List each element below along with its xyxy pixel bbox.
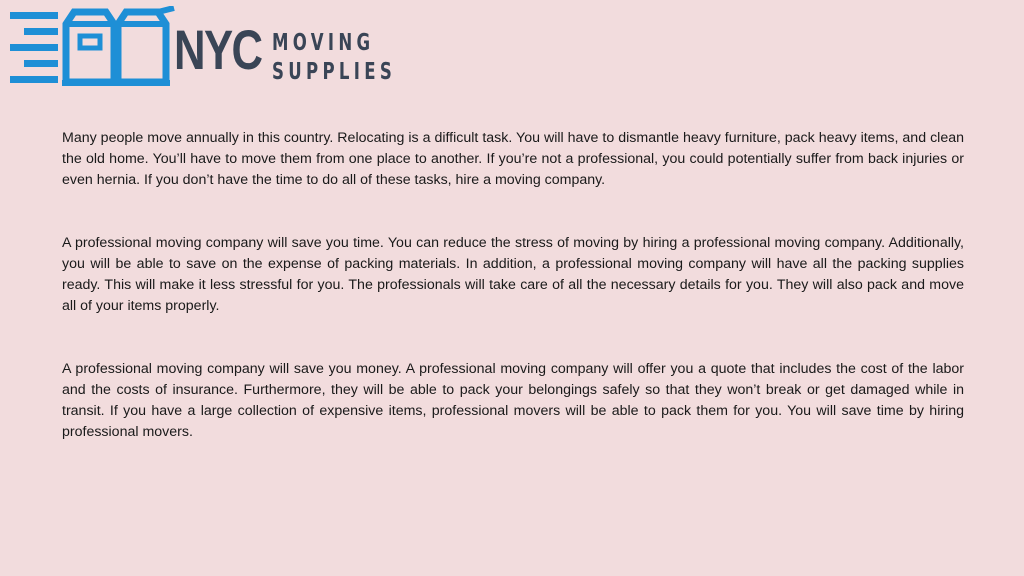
moving-boxes-icon [10, 6, 180, 88]
brand-name-line2: SUPPLIES [272, 59, 397, 85]
article-body [62, 128, 964, 443]
paragraph-2: A professional moving company will save you time. You can reduce the stress of moving by hiring a professional moving company. Additionally, you will be able to save on the expense of packing materials. In addition, a professional moving company will have all the packing supplies ready. This will make it less stressful for you. The professionals will take care of all the necessary details for you. They will also pack and move all of your items properly. [62, 235, 964, 314]
brand-name-line1: MOVING [272, 30, 375, 56]
brand-logo[interactable] [10, 6, 410, 88]
paragraph-1: Many people move annually in this country. Relocating is a difficult task. You will have to dismantle heavy furniture, pack heavy items, and clean the old home. You’ll have to move them from one place to another. If you’re not a professional, you could potentially suffer from back injuries or even hernia. If you don’t have the time to do all of these tasks, hire a moving company. [62, 130, 964, 188]
paragraph-3: A professional moving company will save you money. A professional moving company will offer you a quote that includes the cost of the labor and the costs of insurance. Furthermore, they will be able to pack your belongings safely so that they won’t break or get damaged while in transit. If you have a large collection of expensive items, professional movers will be able to pack them for you. You will save time by hiring professional movers. [62, 361, 964, 440]
brand-name-main: NYC [174, 18, 262, 81]
